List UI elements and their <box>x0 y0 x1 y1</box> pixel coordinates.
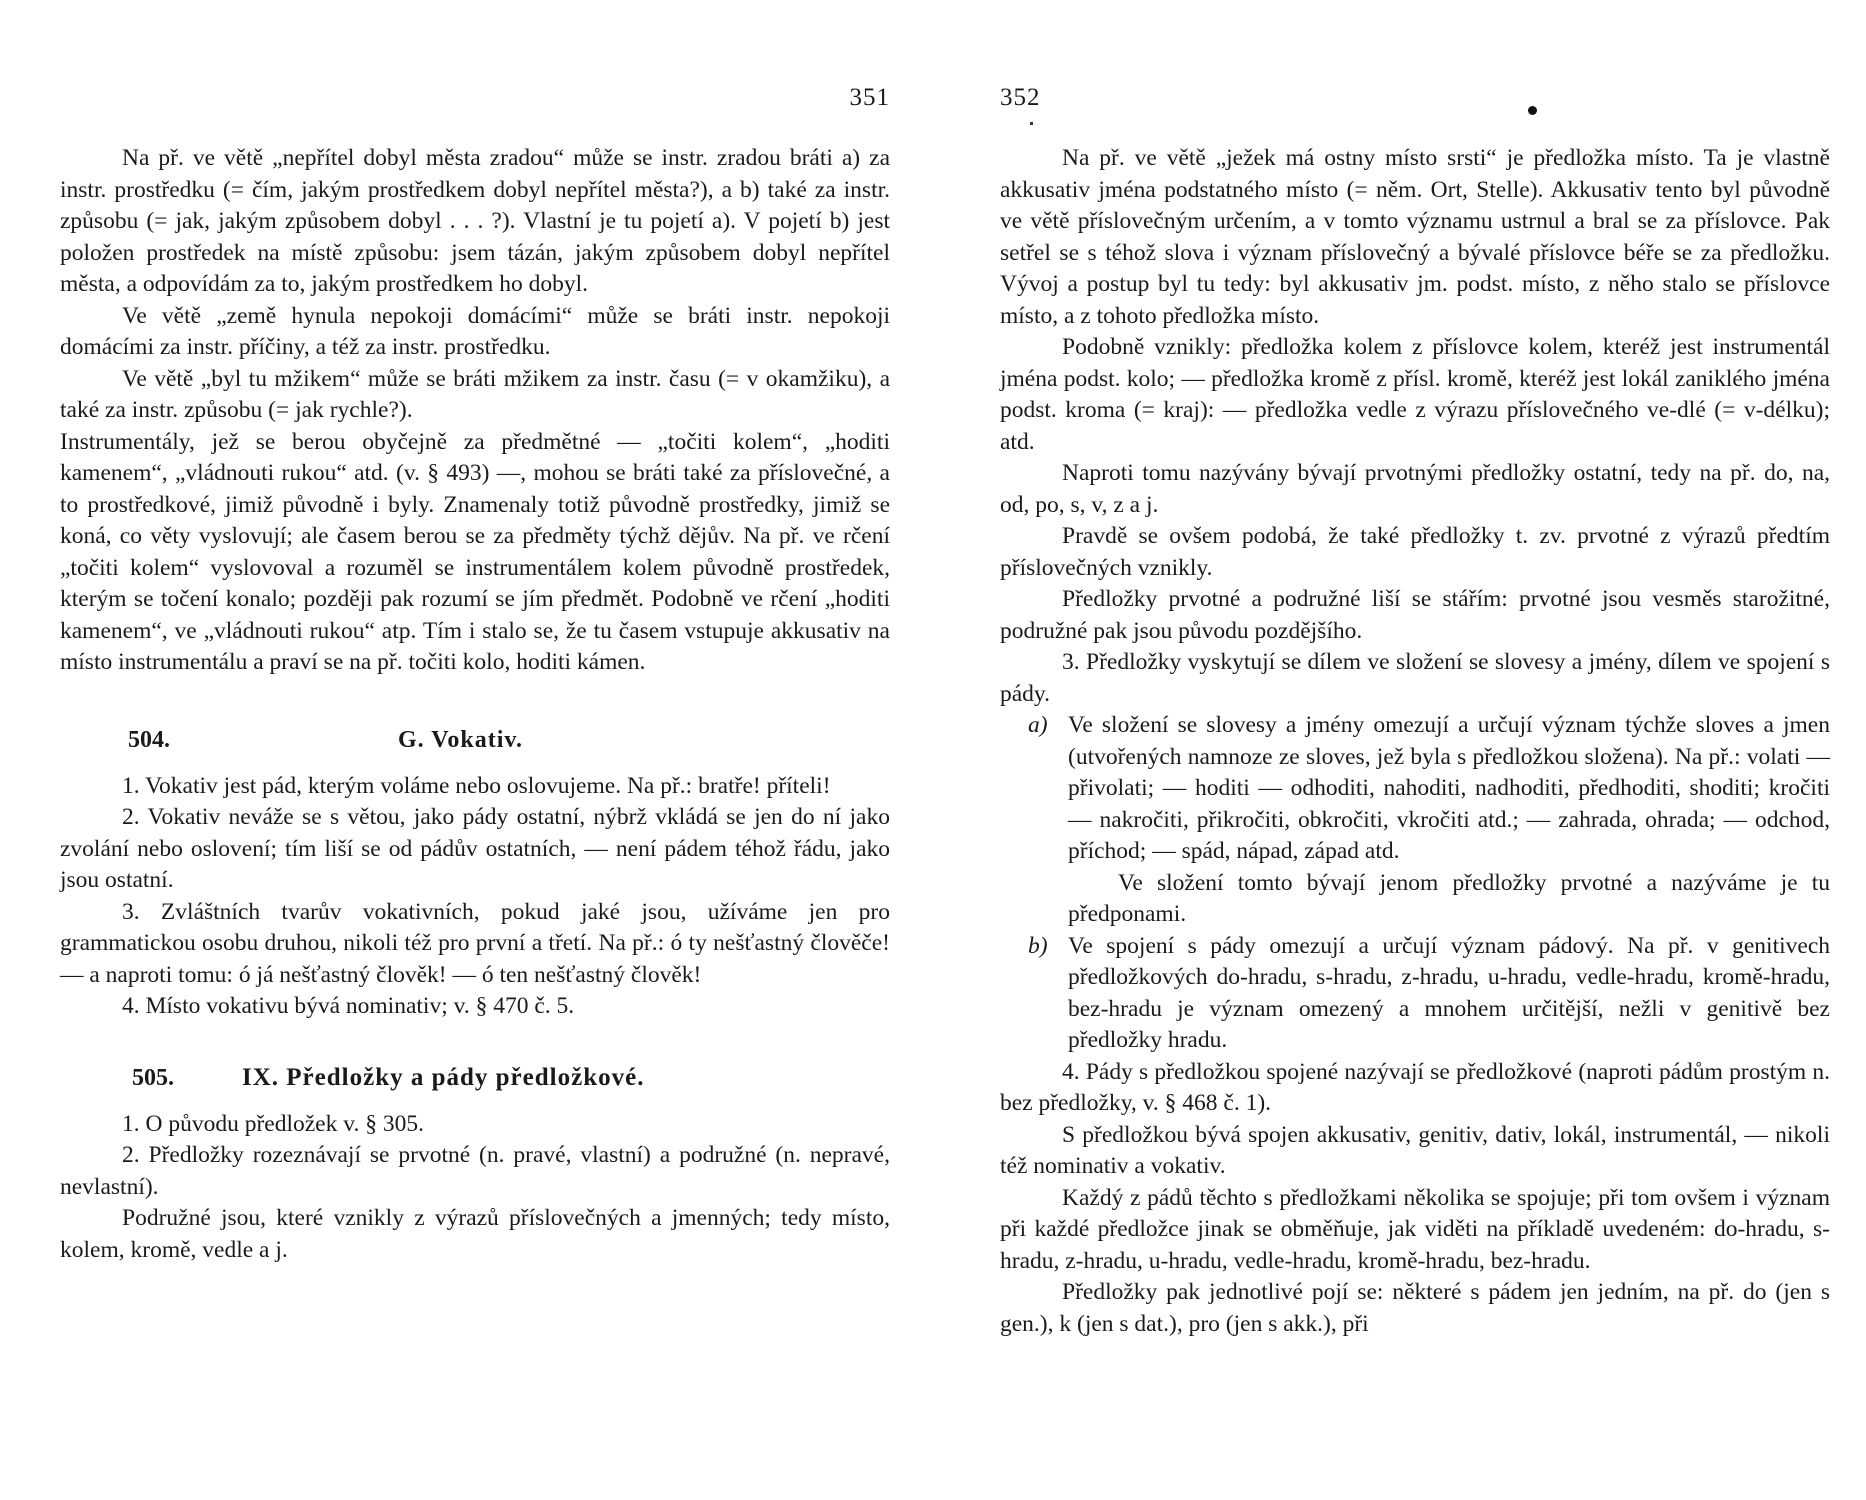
paragraph: Na př. ve větě „nepřítel dobyl města zradou“ může se instr. zradou bráti a) za instr. prostředku (= čím, jakým prostředkem dobyl nepřítel města?), a b) také za instr. způsobu (= jak, jakým způsobem dobyl . . . ?). Vlastní je tu pojetí a). V pojetí b) jest položen prostředek na místě způsobu: jsem tázán, jakým způsobem dobyl nepřítel města, a odpovídám za to, jakým prostředkem ho dobyl. <box>60 145 890 297</box>
paragraph: Ve větě „země hynula nepokoji domácími“ může se bráti instr. nepokoji domácími za instr. příčiny, a též za instr. prostředku. <box>60 302 890 360</box>
section-number: 505. <box>132 1064 174 1091</box>
paragraph: Instrumentály, jež se berou obyčejně za předmětné — „točiti kolem“, „hoditi kamenem“, „vládnouti rukou“ atd. (v. § 493) —, mohou se bráti také za příslovečné, a to prostředkové, jimiž původně i byly. Znamenaly totiž původně prostředky, jimiž se koná, co věty vyslovují; ale časem berou se za předměty týchž dějův. Na př. ve rčení „točiti kolem“ vyslovoval a rozuměl se instrumentálem kolem původně prostředek, kterým se točení konalo; později pak rozumí se jím předmět. Podobně ve rčení „hoditi kamenem“, ve „vládnouti rukou“ atp. Tím i stalo se, že tu časem vstupuje akkusativ na místo instrumentálu a praví se na př. točiti kolo, hoditi kámen. <box>60 428 890 675</box>
section-number: 504. <box>128 726 170 753</box>
paragraph: Předložky prvotné a podružné liší se stářím: prvotné jsou vesměs starožitné, podružné pak jsou původu pozdějšího. <box>1000 586 1830 644</box>
list-item-a <box>1000 710 1830 931</box>
paragraph: Ve větě „byl tu mžikem“ může se bráti mžikem za instr. času (= v okamžiku), a také za instr. způsobu (= jak rychle?). <box>60 365 890 423</box>
paragraph: Pravdě se ovšem podobá, že také předložky t. zv. prvotné z výrazů předtím příslovečných vznikly. <box>1000 523 1830 581</box>
print-speck <box>1030 122 1033 125</box>
list-item-b <box>1000 931 1830 1057</box>
paragraph: Naproti tomu nazývány bývají prvotnými předložky ostatní, tedy na př. do, na, od, po, s, v, z a j. <box>1000 460 1830 518</box>
section-title: IX. Předložky a pády předložkové. <box>242 1063 645 1091</box>
paragraph: 1. O původu předložek v. § 305. <box>122 1110 424 1137</box>
paragraph: 1. Vokativ jest pád, kterým voláme nebo oslovujeme. Na př.: bratře! příteli! <box>122 772 831 799</box>
left-page-body <box>60 143 890 1266</box>
paragraph: Každý z pádů těchto s předložkami několika se spojuje; při tom ovšem i význam při každé předložce jinak se obměňuje, jak viděti na příkladě uvedeném: do-hradu, s-hradu, z-hradu, u-hradu, vedle-hradu, kromě-hradu, bez-hradu. <box>1000 1184 1830 1274</box>
right-page-body <box>1000 143 1830 1340</box>
section-title: G. Vokativ. <box>398 726 524 753</box>
left-page <box>60 0 890 1500</box>
paragraph: 4. Pády s předložkou spojené nazývají se předložkové (naproti pádům prostým n. bez předložky, v. § 468 č. 1). <box>1000 1058 1830 1116</box>
paragraph: 2. Předložky rozeznávají se prvotné (n. pravé, vlastní) a podružné (n. nepravé, nevlastní). <box>60 1142 890 1200</box>
paragraph: Ve spojení s pády omezují a určují význam pádový. Na př. v genitivech předložkových do-hradu, s-hradu, z-hradu, u-hradu, vedle-hradu, kromě-hradu, bez-hradu je význam omezený a mnohem určitější, nežli v genitivě bez předložky hradu. <box>1068 932 1830 1053</box>
print-dot <box>1528 106 1537 115</box>
paragraph: Předložky pak jednotlivé pojí se: některé s pádem jen jedním, na př. do (jen s gen.), k (jen s dat.), pro (jen s akk.), při <box>1000 1279 1830 1337</box>
paragraph: 3. Zvláštních tvarův vokativních, pokud jaké jsou, užíváme jen pro grammatickou osobu druhou, nikoli též pro první a třetí. Na př.: ó ty nešťastný člověče! — a naproti tomu: ó já nešťastný člověk! — ó ten nešťastný člověk! <box>60 898 890 988</box>
section-heading-505 <box>60 1061 890 1095</box>
item-label: b) <box>1028 932 1048 959</box>
paragraph: Na př. ve větě „ježek má ostny místo srsti“ je předložka místo. Ta je vlastně akkusativ jména podstatného místo (= něm. Ort, Stelle). Akkusativ tento byl původně ve větě příslovečným určením, a v tomto významu ustrnul a bral se za příslovce. Pak setřel se s téhož slova i význam příslovečný a bývalé příslovce béře se za předložku. Vývoj a postup byl tu tedy: byl akkusativ jm. podst. místo, z něho stalo se příslovce místo, a z tohoto předložka místo. <box>1000 145 1830 329</box>
page-number: 351 <box>849 84 890 111</box>
paragraph: Ve složení se slovesy a jmény omezují a určují význam týchže sloves a jmen (utvořených namnoze ze sloves, jež byla s předložkou složena). Na př.: volati — přivolati; — hoditi — odhoditi, nahoditi, nadhoditi, předhoditi, shoditi; kročiti — nakročiti, přikročiti, obkročiti, vkročiti atd.; — zahrada, ohrada; — odchod, příchod; — spád, nápad, západ atd. <box>1068 712 1830 864</box>
paragraph: Ve složení tomto bývají jenom předložky prvotné a nazýváme je tu předponami. <box>1068 869 1830 927</box>
paragraph: 2. Vokativ neváže se s větou, jako pády ostatní, nýbrž vkládá se jen do ní jako zvolání nebo oslovení; tím liší se od pádův ostatních, — není pádem téhož řádu, jako jsou ostatní. <box>60 804 890 893</box>
page-number: 352 <box>1000 84 1041 111</box>
right-page <box>1000 0 1830 1500</box>
paragraph: 4. Místo vokativu bývá nominativ; v. § 470 č. 5. <box>122 993 575 1019</box>
section-heading-504 <box>60 723 890 757</box>
paragraph: 3. Předložky vyskytují se dílem ve složení se slovesy a jmény, dílem ve spojení s pády. <box>1000 649 1830 707</box>
paragraph: S předložkou bývá spojen akkusativ, genitiv, dativ, lokál, instrumentál, — nikoli též nominativ a vokativ. <box>1000 1121 1830 1179</box>
paragraph: Podružné jsou, které vznikly z výrazů příslovečných a jmenných; tedy místo, kolem, kromě, vedle a j. <box>60 1205 890 1263</box>
paragraph: Podobně vznikly: předložka kolem z příslovce kolem, kteréž jest instrumentál jména podst. kolo; — předložka kromě z přísl. kromě, kteréž jest lokál zaniklého jména podst. kroma (= kraj): — předložka vedle z výrazu příslovečného ve-dlé (= v-délku); atd. <box>1000 334 1830 455</box>
item-label: a) <box>1028 712 1048 738</box>
